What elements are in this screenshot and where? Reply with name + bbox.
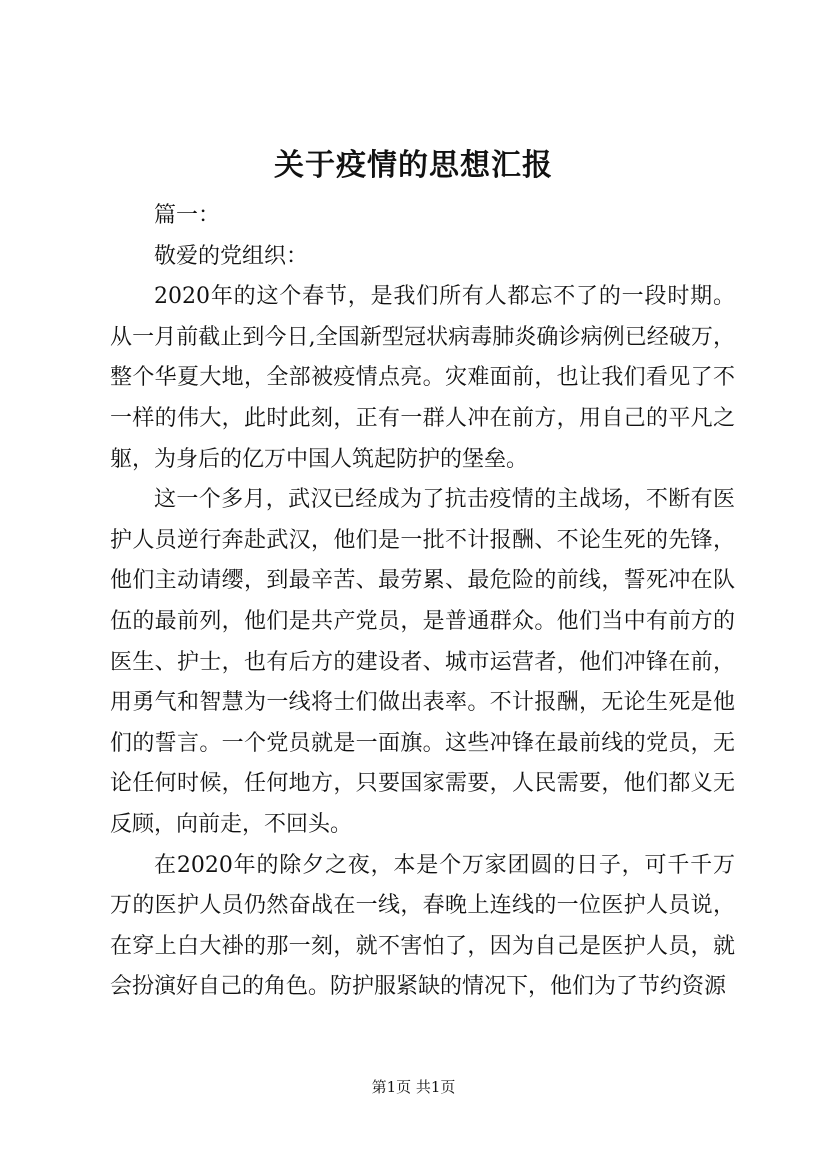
page-footer: 第1页 共1页	[371, 1078, 456, 1096]
body-paragraph: 这一个多月，武汉已经成为了抗击疫情的主战场，不断有医护人员逆行奔赴武汉，他们是一批不计报酬、不论生死的先锋，他们主动请缨，到最辛苦、最劳累、最危险的前线，誓死冲在队伍的最前列，他们是共产党员，是普通群众。他们当中有前方的医生、护士，也有后方的建设者、城市运营者，他们冲锋在前，用勇气和智慧为一线将士们做出表率。不计报酬，无论生死是他们的誓言。一个党员就是一面旗。这些冲锋在最前线的党员，无论任何时候，任何地方，只要国家需要，人民需要，他们都义无反顾，向前走，不回头。	[110, 487, 735, 837]
section-heading: 篇一：	[154, 203, 221, 228]
body-paragraph: 在2020年的除夕之夜，本是个万家团圆的日子，可千千万万的医护人员仍然奋战在一线，春晚上连线的一位医护人员说，在穿上白大褂的那一刻，就不害怕了，因为自己是医护人员，就会扮演好自己的角色。防护服紧缺的情况下，他们为了节约资源	[110, 852, 735, 1000]
document-body	[110, 196, 735, 1008]
salutation: 敬爱的党组织：	[154, 243, 309, 269]
document-title: 关于疫情的思想汇报	[274, 148, 553, 183]
body-paragraph: 2020年的这个春节，是我们所有人都忘不了的一段时期。从一月前截止到今日,全国新型冠状病毒肺炎确诊病例已经破万，整个华夏大地，全部被疫情点亮。灾难面前，也让我们看见了不一样的伟大，此时此刻，正有一群人冲在前方，用自己的平凡之躯，为身后的亿万中国人筑起防护的堡垒。	[110, 284, 735, 472]
